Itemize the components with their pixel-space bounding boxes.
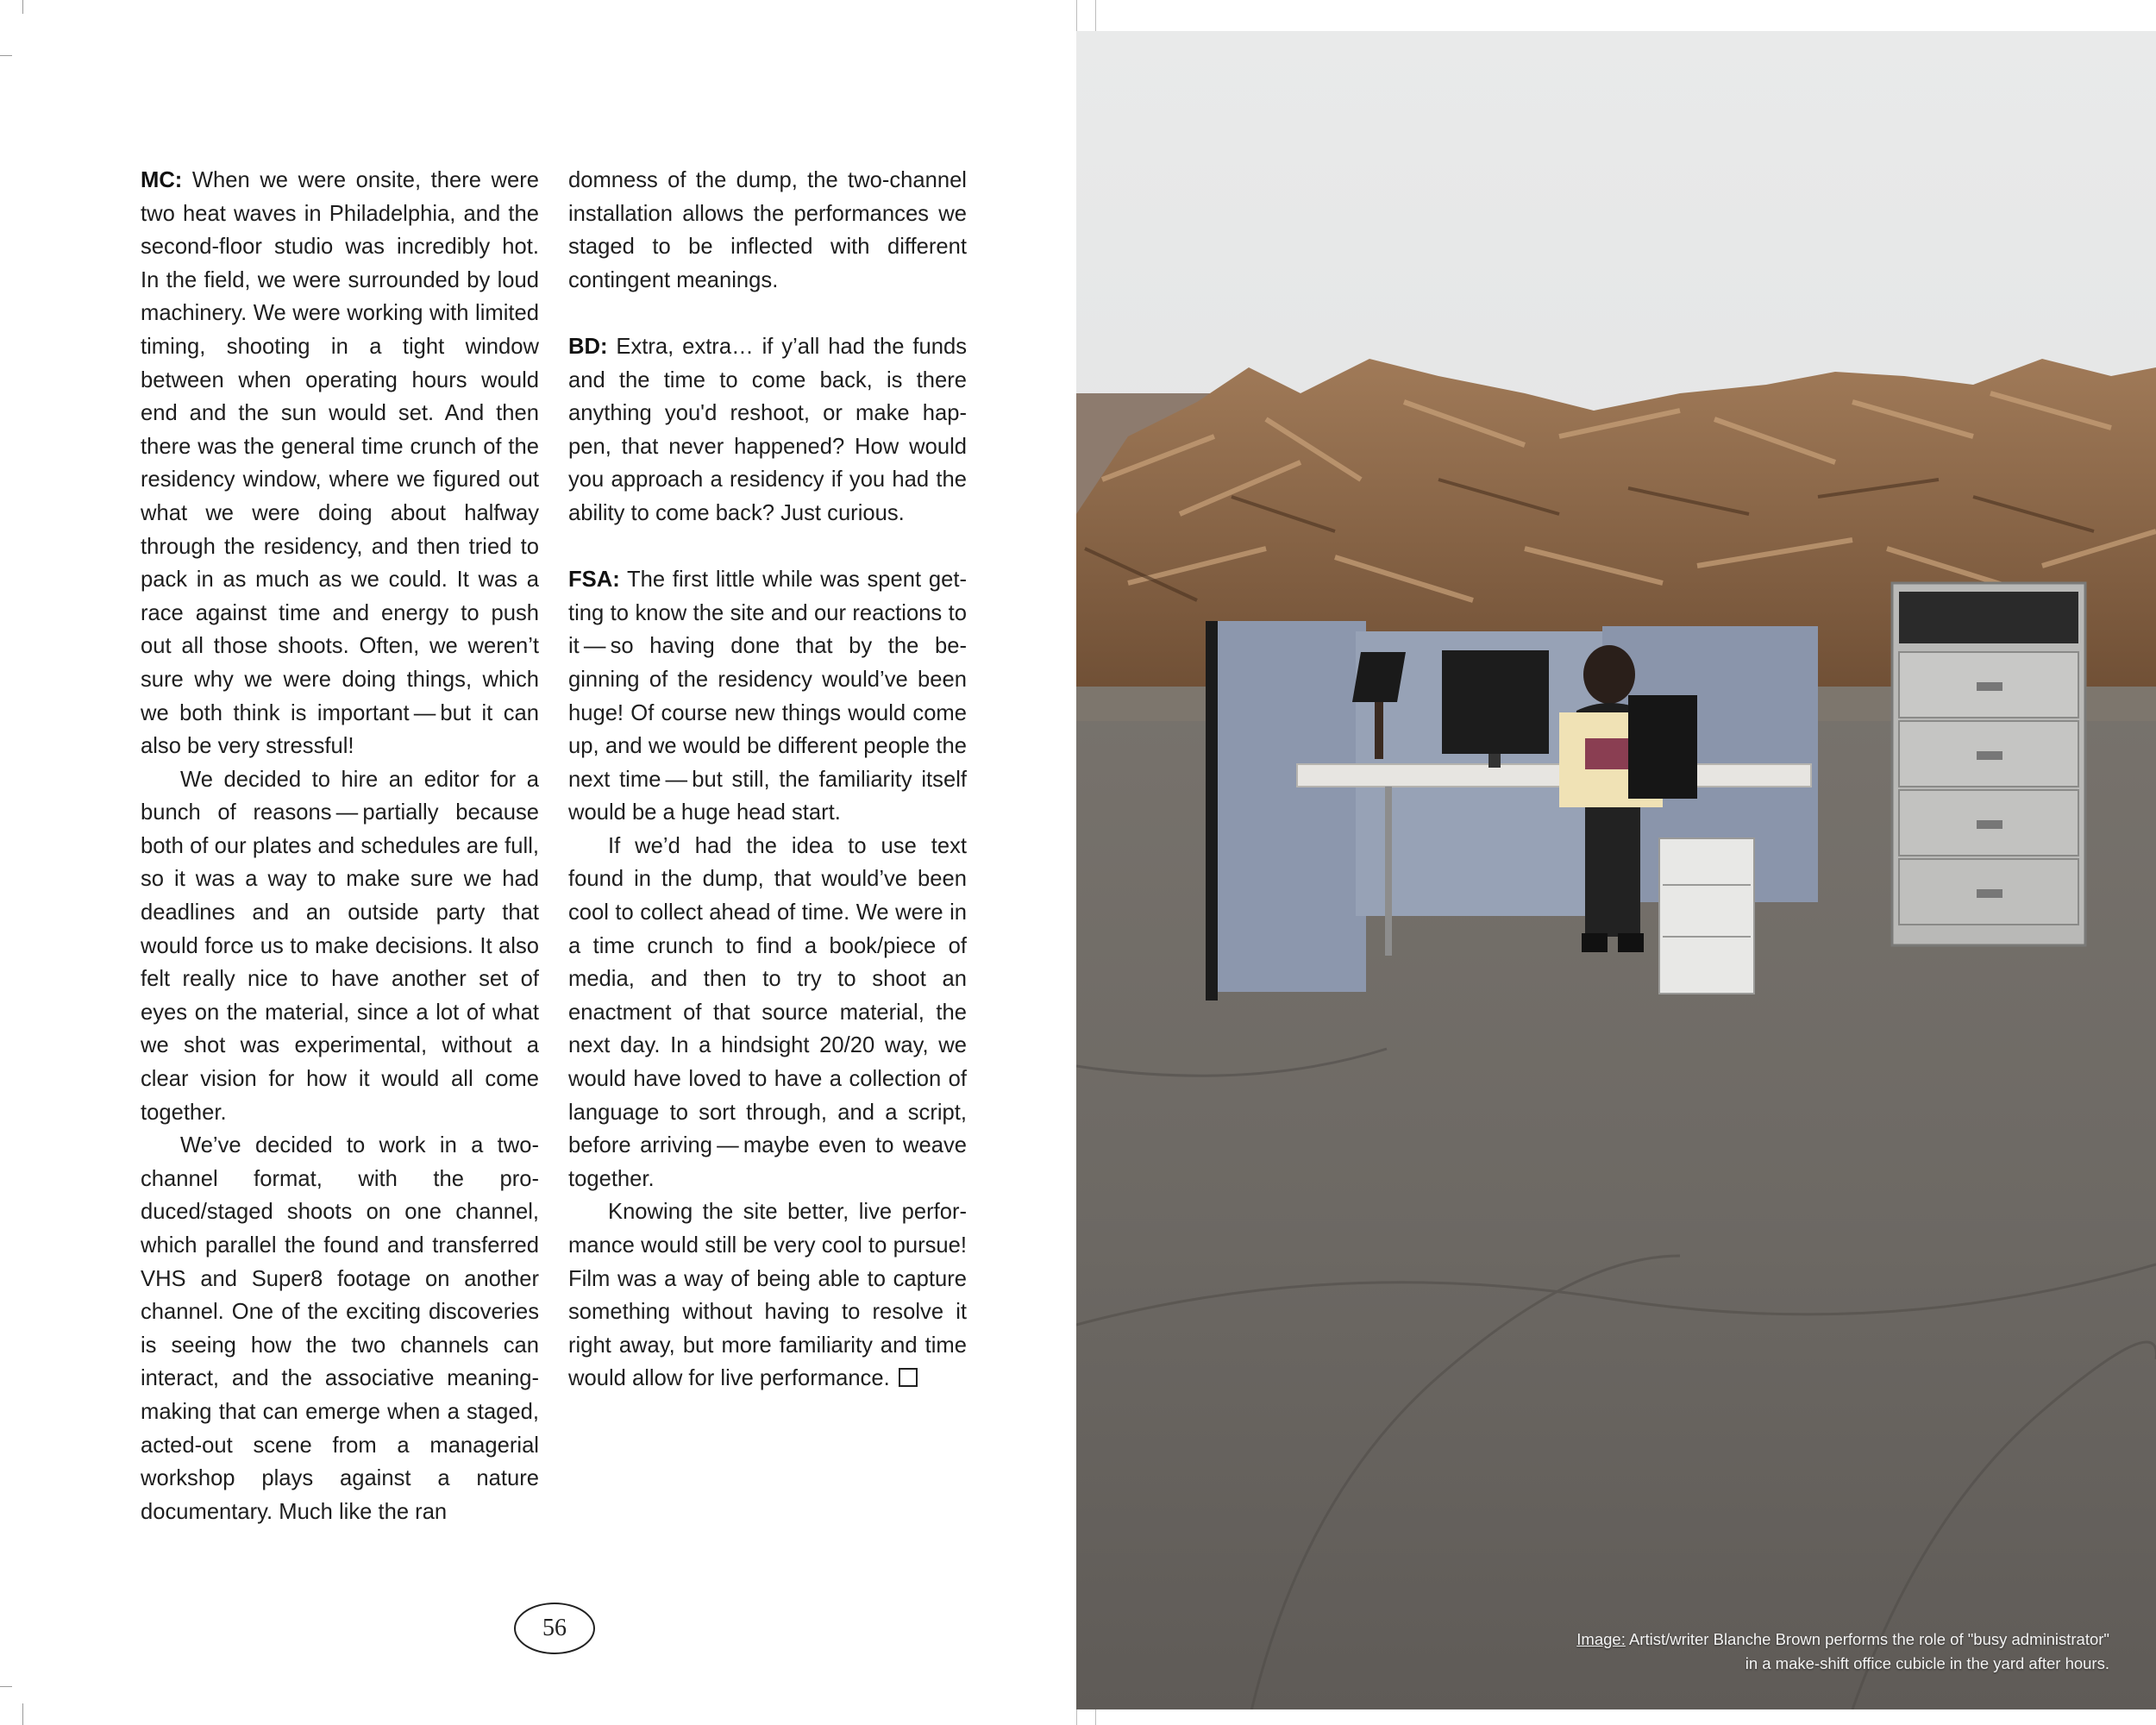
caption-lead: Image: (1576, 1630, 1626, 1648)
paragraph-text: Knowing the site better, live performance would still be very cool to pursue! Film was a way of being able to capture something without having to resolve it right away, but more familiarity and time would allow for live performance. (568, 1200, 967, 1391)
crop-mark (0, 55, 12, 56)
caption-line (1454, 1628, 2109, 1652)
paragraph: We’ve decided to work in a two-channel format, with the produced/staged shoots on one channel, which parallel the found and transferred VHS and Super8 footage on another channel. One of the exciting discoveries is seeing how the two channels can interact, and the associative meaning-making that can emerge when a staged, acted-out scene from a managerial workshop plays against a nature documentary. Much like the ran (141, 1133, 539, 1524)
page-number: 56 (514, 1603, 595, 1654)
filing-cabinet (1892, 583, 2085, 945)
text-column-1 (141, 164, 539, 1528)
photo (1076, 31, 2156, 1709)
speaker-label: MC: (141, 168, 183, 192)
desk-drawer-unit (1659, 838, 1754, 994)
paragraph (568, 1195, 967, 1396)
end-mark-icon (899, 1368, 918, 1387)
cubicle-post (1206, 621, 1218, 1000)
photo-caption (1454, 1628, 2109, 1676)
computer-monitor (1442, 650, 1549, 768)
speaker-label: FSA: (568, 568, 620, 593)
office-chair (1628, 695, 1697, 799)
paragraph-text: Extra, extra… if y’all had the funds and the time to come back, is there anything you'd reshoot, or make happen, that never happened? How would you approach a residency if you had the ability to come back? Just curious. (568, 334, 967, 525)
paragraph: We decided to hire an editor for a bunch of reasons — partially because both of our plates and schedules are full, so it was a way to make sure we had deadlines and an outside party that would force us to make decisions. It also felt really nice to have another set of eyes on the material, since a lot of what we shot was experimental, without a clear vision for how it would all come together. (141, 767, 539, 1125)
phone (1585, 738, 1633, 769)
paragraph (568, 330, 967, 530)
caption-line: in a make-shift office cubicle in the yard after hours. (1745, 1654, 2109, 1672)
cubicle-panel-left (1214, 621, 1366, 992)
text-column-2 (568, 164, 967, 1396)
paragraph-text: The first little while was spent getting to know the site and our reactions to it — so having done that by the beginning of the residency would’ve been huge! Of course new things would come up, and we would be different people the next time — but still, the familiarity itself would be a huge head start. (568, 568, 967, 825)
paragraph (568, 563, 967, 830)
left-page (0, 0, 1076, 1725)
crop-mark (22, 0, 23, 14)
paragraph (141, 164, 539, 763)
crop-mark (0, 1686, 12, 1687)
paragraph: If we’d had the idea to use text found in the dump, that would’ve been cool to collect ahead of time. We were in a time crunch to find a book/piece of media, and then to try to shoot an enactment of that source material, the next day. In a hindsight 20/20 way, we would have loved to have a collection of language to sort through, and a script, before arriving — maybe even to weave together. (568, 833, 967, 1191)
speaker-label: BD: (568, 334, 608, 359)
caption-text: Artist/writer Blanche Brown performs the role of "busy administrator" (1625, 1630, 2109, 1648)
photo-illustration (1076, 31, 2156, 1709)
paragraph-text: When we were onsite, there were two heat waves in Philadelphia, and the second-floor studio was incredibly hot. In the field, we were surrounded by loud machinery. We were working with limited timing, shooting in a tight window between when operating hours would end and the sun would set. And then there was the general time crunch of the residency window, where we figured out what we were doing about halfway through the residency, and then tried to pack in as much as we could. It was a race against time and energy to push out all those shoots. Often, we weren’t sure why we were doing things, which we both think is important — but it can also be very stressful! (141, 168, 539, 759)
paragraph: domness of the dump, the two-channel installation allows the performances we staged to be inflected with different contingent meanings. (568, 168, 967, 292)
crop-mark (22, 1703, 23, 1725)
